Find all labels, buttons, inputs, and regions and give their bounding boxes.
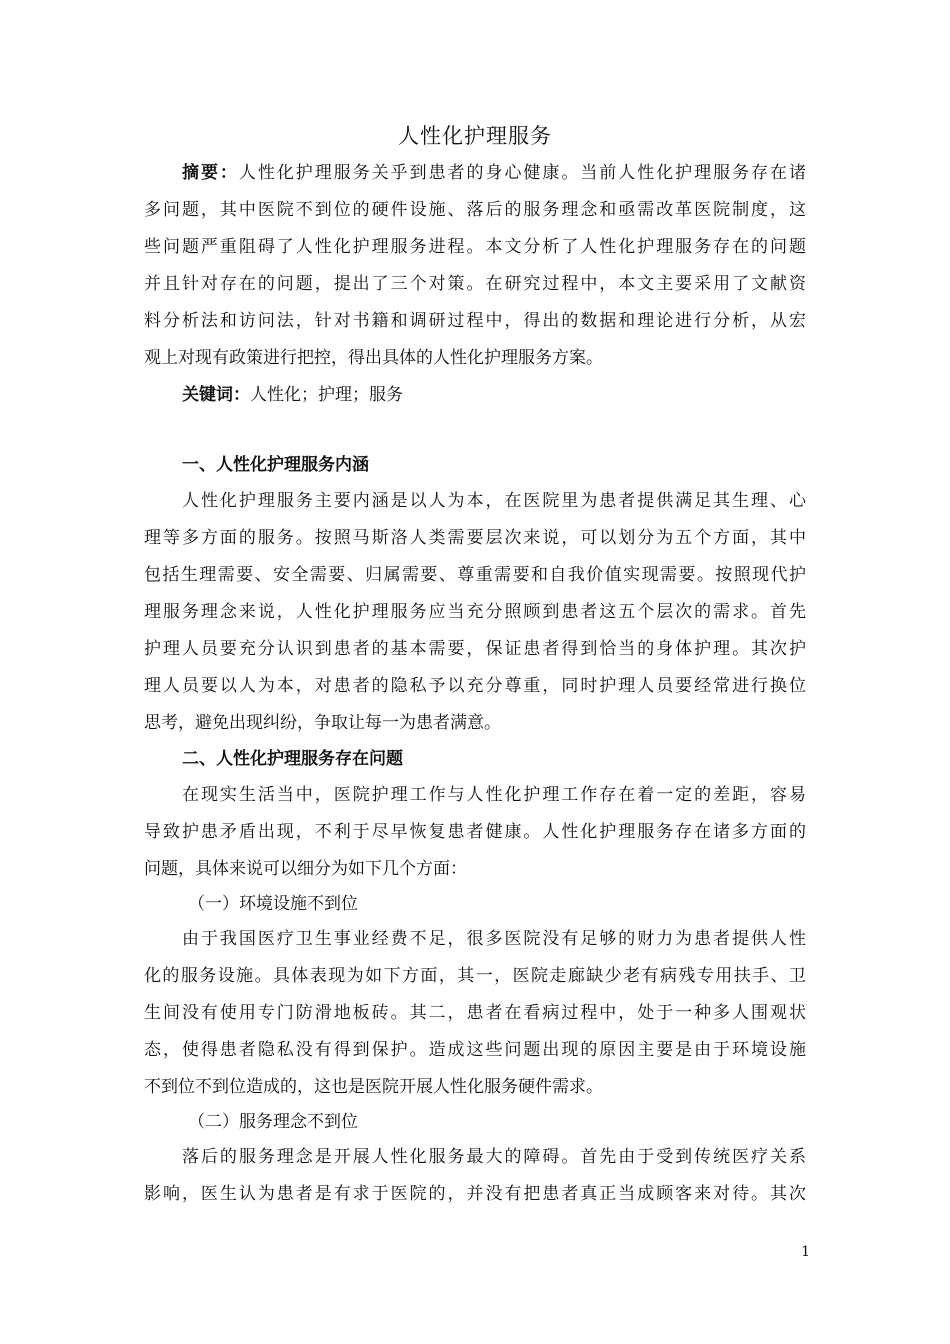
keywords-text: 人性化；护理；服务 (250, 385, 403, 405)
abstract-line: 观上对现有政策进行把控，得出具体的人性化护理服务方案。 (144, 348, 603, 368)
body-line: 在现实生活当中，医院护理工作与人性化护理工作存在着一定的差距，容易 (182, 785, 806, 805)
abstract-label: 摘要： (182, 163, 239, 183)
page-title: 人性化护理服务 (398, 124, 552, 148)
body-line: 由于我国医疗卫生事业经费不足，很多医院没有足够的财力为患者提供人性 (182, 929, 806, 949)
page-number: 1 (801, 1244, 810, 1260)
body-line: 护理人员要充分认识到患者的基本需要，保证患者得到恰当的身体护理。其次护 (144, 639, 806, 659)
abstract-line (182, 155, 806, 191)
subsection-heading: （二）服务理念不到位 (188, 1112, 358, 1132)
body-line: 化的服务设施。具体表现为如下方面，其一，医院走廊缺少老有病残专用扶手、卫 (144, 966, 806, 986)
body-line: 包括生理需要、安全需要、归属需要、尊重需要和自我价值实现需要。按照现代护 (144, 565, 806, 585)
subsection-heading: （一）环境设施不到位 (188, 894, 358, 914)
body-line: 导致护患矛盾出现，不利于尽早恢复患者健康。人性化护理服务存在诸多方面的 (144, 822, 806, 842)
body-line: 理等多方面的服务。按照马斯洛人类需要层次来说，可以划分为五个方面，其中 (144, 528, 806, 548)
body-line: 人性化护理服务主要内涵是以人为本，在医院里为患者提供满足其生理、心 (182, 491, 806, 511)
body-line: 落后的服务理念是开展人性化服务最大的障碍。首先由于受到传统医疗关系 (182, 1147, 806, 1167)
keywords-label: 关键词： (182, 385, 250, 405)
abstract-text: 人性化护理服务关乎到患者的身心健康。当前人性化护理服务存在诸 (238, 163, 806, 183)
body-line: 思考，避免出现纠纷，争取让每一为患者满意。 (144, 713, 501, 733)
abstract-line: 并且针对存在的问题，提出了三个对策。在研究过程中，本文主要采用了文献资 (144, 274, 806, 294)
body-line: 理服务理念来说，人性化护理服务应当充分照顾到患者这五个层次的需求。首先 (144, 602, 806, 622)
abstract-line: 些问题严重阻碍了人性化护理服务进程。本文分析了人性化护理服务存在的问题 (144, 237, 806, 257)
abstract-line: 多问题，其中医院不到位的硬件设施、落后的服务理念和亟需改革医院制度，这 (144, 200, 806, 220)
body-line: 不到位不到位造成的，这也是医院开展人性化服务硬件需求。 (144, 1077, 603, 1097)
body-line: 问题，具体来说可以细分为如下几个方面： (144, 859, 467, 879)
abstract-line: 料分析法和访问法，针对书籍和调研过程中，得出的数据和理论进行分析，从宏 (144, 311, 806, 331)
body-line: 态，使得患者隐私没有得到保护。造成这些问题出现的原因主要是由于环境设施 (144, 1040, 806, 1060)
body-line: 生间没有使用专门防滑地板砖。其二，患者在看病过程中，处于一种多人围观状 (144, 1003, 806, 1023)
body-line: 影响，医生认为患者是有求于医院的，并没有把患者真正当成顾客来对待。其次 (144, 1184, 806, 1204)
section-heading: 一、人性化护理服务内涵 (182, 455, 369, 475)
body-line: 理人员要以人为本，对患者的隐私予以充分尊重，同时护理人员要经常进行换位 (144, 676, 806, 696)
keywords-line (182, 377, 806, 413)
section-heading: 二、人性化护理服务存在问题 (182, 749, 403, 769)
